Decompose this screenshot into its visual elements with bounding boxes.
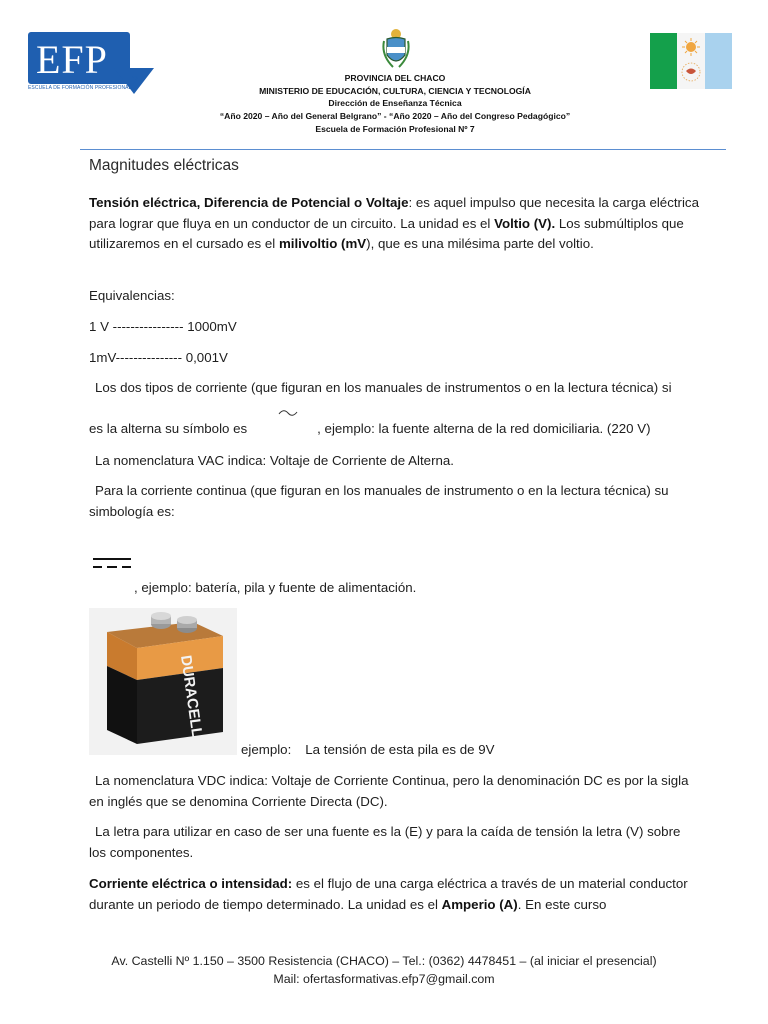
- header-province: PROVINCIA DEL CHACO: [344, 73, 446, 83]
- efp-logo: [28, 32, 139, 96]
- header-divider: [80, 149, 726, 150]
- paragraph-current: Corriente eléctrica o intensidad: es el flujo de una carga eléctrica a través de un material conductor durante un periodo de tiempo determinado. La unidad es el Amperio (A). En este curso: [89, 876, 688, 912]
- footer-mail: Mail: ofertasformativas.efp7@gmail.com: [273, 972, 495, 986]
- institution-header: [150, 72, 640, 136]
- battery-caption: ejemplo: La tensión de esta pila es de 9V: [241, 742, 495, 757]
- alternating-current-icon: [278, 408, 298, 418]
- direct-current-icon: [92, 556, 132, 570]
- battery-brand-label: DURACELL: [177, 654, 206, 739]
- section-title: Magnitudes eléctricas: [89, 157, 239, 174]
- equivalences-label: Equivalencias:: [89, 288, 175, 303]
- equivalence-line-2: 1mV--------------- 0,001V: [89, 350, 228, 365]
- header-ministry: MINISTERIO DE EDUCACIÓN, CULTURA, CIENCIA Y TECNOLOGÍA: [259, 85, 531, 96]
- efp-logo-subtitle: ESCUELA DE FORMACIÓN PROFESIONAL: [28, 85, 132, 91]
- paragraph-ac-symbol: es la alterna su símbolo es , ejemplo: la fuente alterna de la red domiciliaria. (220 V): [89, 421, 651, 436]
- header-direction: Dirección de Enseñanza Técnica: [328, 98, 462, 109]
- equivalence-line-1: 1 V ---------------- 1000mV: [89, 319, 237, 334]
- paragraph-current-types: Los dos tipos de corriente (que figuran en los manuales de instrumentos o en la lectura técnica) si: [95, 380, 672, 395]
- paragraph-vac: La nomenclatura VAC indica: Voltaje de Corriente de Alterna.: [95, 453, 454, 468]
- efp-logo-number: 7: [132, 72, 139, 87]
- footer-address: Av. Castelli Nº 1.150 – 3500 Resistencia (CHACO) – Tel.: (0362) 4478451 – (al iniciar el presencial): [111, 954, 657, 968]
- efp-logo-text: EFP: [36, 37, 108, 82]
- header-year-motto: “Año 2020 – Año del General Belgrano” - “Año 2020 – Año del Congreso Pedagógico”: [219, 111, 571, 122]
- page-footer: [0, 952, 768, 988]
- paragraph-voltage: Tensión eléctrica, Diferencia de Potencial o Voltaje: es aquel impulso que necesita la carga eléctrica para lograr que fluya en un conductor de un circuito. La unidad es el Voltio (V). Los submúltiplos que utilizaremos en el cursado es el milivoltio (mV), que es una milésima parte del voltio.: [89, 195, 699, 251]
- battery-9v-image: [89, 608, 237, 755]
- coat-of-arms-icon: [381, 27, 411, 71]
- paragraph-dc: Para la corriente continua (que figuran en los manuales de instrumento o en la lectura técnica) su simbología es:: [89, 483, 669, 519]
- paragraph-dc-example: , ejemplo: batería, pila y fuente de alimentación.: [134, 580, 417, 595]
- sun-emblem-icon: [677, 33, 705, 89]
- paragraph-letter: La letra para utilizar en caso de ser una fuente es la (E) y para la caída de tensión la letra (V) sobre los componentes.: [89, 824, 681, 860]
- chaco-flag: [650, 33, 732, 89]
- header-school: Escuela de Formación Profesional Nº 7: [315, 123, 475, 134]
- paragraph-vdc: La nomenclatura VDC indica: Voltaje de Corriente Continua, pero la denominación DC es por la sigla en inglés que se denomina Corriente Directa (DC).: [89, 773, 689, 809]
